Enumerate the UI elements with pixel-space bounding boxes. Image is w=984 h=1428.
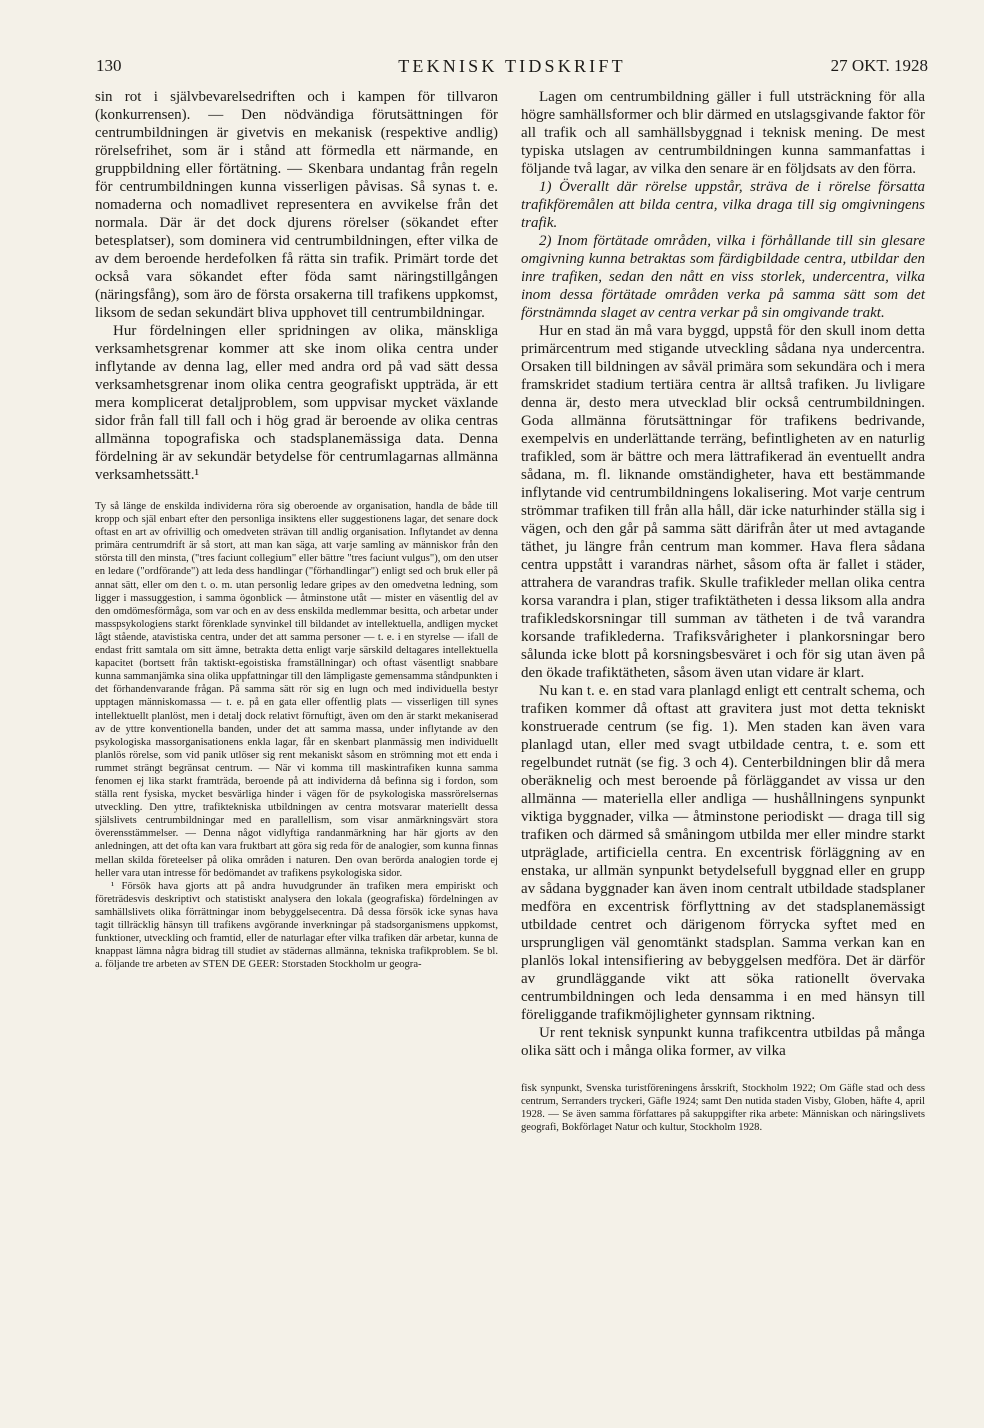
right-body-text xyxy=(521,88,925,1060)
law-1: 1) Överallt där rörelse uppstår, sträva de i rörelse försatta trafikföremålen att bilda centra, vilka draga till sig omgivningens trafik. xyxy=(521,179,925,231)
footnote-continuation xyxy=(521,1082,925,1134)
footnotes xyxy=(95,500,498,971)
issue-date: 27 OKT. 1928 xyxy=(830,56,928,75)
paragraph: Ur rent teknisk synpunkt kunna trafikcentra utbildas på många olika sätt och i många olika former, av vilka xyxy=(521,1025,925,1059)
paragraph: sin rot i självbevarelsedriften och i kampen för tillvaron (konkurrensen). — Den nödvändiga förutsättningen för centrumbildningen är givetvis en mekanisk (respektive andlig) rörelsefrihet, som är i stånd att förmedla ett närmande, en gruppbildning eller förtätning. — Skenbara undantag från regeln för centrumbildningen kunna visserligen påvisas. Så synas t. e. nomaderna och nomadlivet representera en avvikelse från det normala. Där är det dock djurens rörelser (sökandet efter betesplatser), som dominera vid centrumbildningen, efter vilka de av dem beroende herdefolken få rätta sin trafik. Primärt torde det också vara sökandet efter föda samt näringstillgången (näringsfång), som äro de första orsakerna till trafikens uppkomst, liksom de sedan sekundärt bliva upphovet till centrumbildningar. xyxy=(95,89,498,321)
footnote-continued: fisk synpunkt, Svenska turistföreningens årsskrift, Stockholm 1922; Om Gäfle stad och dess centrum, Serranders tryckeri, Gäfle 1924; samt Den nutida staden Visby, Globen, häfte 4, april 1928. — Se även samma författares på sakuppgifter rika arbete: Människan och näringslivets geografi, Bokförlaget Natur och kultur, Stockholm 1928. xyxy=(521,1083,925,1134)
footnote-1: Ty så länge de enskilda individerna röra sig oberoende av organisation, handla de både till kropp och själ enbart efter den personliga insiktens eller suggestionens lagar, det senare dock oftast en art av ofrivillig och omedveten strävan till andlig organisation. Inflytandet av denna primära centrumdrift är så stort, att man kan säga, att varje samling av människor från den största till den minsta, ("tres faciunt collegium" eller bättre "tres faciunt vulgus"), om den utser en ledare ("ordförande") att leda dess handlingar ("förhandlingar") enligt sed och bruk eller på annat sätt, eller om den t. o. m. utan personlig ledare gripes av den omedvetna ledning, som ligger i massuggestion, i samma ögonblick — åtminstone utåt — mister en väsentlig del av den omdömesförmåga, som var och en av dess enskilda medlemmar besitta, och arbetar under masspsykologiens starkt förenklade synvinkel till bildandet av intellektuella, andligen mycket lågt stående, atavistiska centra, under det att samma personer — t. e. i en styrelse — ifall de endast fritt samtala om sitt ämne, betrakta detta enligt varje särskild deltagares intellektuella kapacitet (bortsett från taktiskt-egoistiska framställningar) och oftast väsentligt snabbare kunna sammanjämka sina olika uppfattningar till den lämpligaste gemensamma ståndpunkten i det förhandenvarande frågan. På samma sätt rör sig en lugn och med individuella bestyr upptagen människomassa — t. e. på en gata eller offentlig plats — visserligen till synes intellektuellt planlöst, men i detalj dock relativt förnuftigt, även om den är starkt mekaniserad av de yttre konventionella banden, under det att samma massa, under inflytande av den psykologiska massorganisationens enkla lagar, får en skenbart planmässig men individuellt planlös rörelse, som vid panik utlöser sig rent mekaniskt såsom en strömning mot ett enda i rummet strängt begränsat centrum. — När vi komma till maskintrafiken kunna samma fenomen ej lika starkt framträda, beroende på att individerna då befinna sig i fordon, som ställa rent fysiska, mycket besvärliga hinder i vägen för de psykologiska massrörelsernas utveckling. Den yttre, trafiktekniska utbildningen av centra motsvarar materiellt dessa själslivets centrumbildningar med en parallellism, som visar anmärkningsvärt stora överensstämmelser. — Denna något vidlyftiga randanmärkning har här gjorts av den anledningen, att det ofta kan vara fruktbart att göra sig reda för de analogier, som kunna finnas mellan skilda företeelser på olika områden i naturen. Den ovan berörda analogien torde ej heller vara utan intresse för bedömandet av trafikens psykologiska sidor. xyxy=(95,501,498,879)
left-column xyxy=(95,88,498,971)
left-body-text xyxy=(95,88,498,484)
footnote-2: ¹ Försök hava gjorts att på andra huvudgrunder än trafiken mera empiriskt och företrädesvis deskriptivt och statistiskt analysera den lokala (geografiska) fördelningen av samhällslivets olika förrättningar inom bebyggelsecentra. Då dessa försök icke synas hava tagit tillräcklig hänsyn till trafikens avgörande inverkningar på stadsorganismens uppkomst, funktioner, utveckling och framtid, eller de naturlagar efter vilka trafiken där arbetar, kunna de knappast lämna några bidrag till studiet av städernas allmänna, tekniska trafikproblem. Se bl. a. följande tre arbeten av STEN DE GEER: Storstaden Stockholm ur geogra- xyxy=(95,880,498,971)
paragraph: Hur fördelningen eller spridningen av olika, mänskliga verksamhetsgrenar kommer att ske inom olika centra under inflytande av denna lag, eller med andra ord på vad sätt dessa verksamhetsgrenar inom olika centra geografiskt uppträda, är ett mera komplicerat detaljproblem, som uppvisar mycket växlande sidor från fall till fall och i hög grad är beroende av olika centras allmänna topografiska och stadsplanemässiga data. Denna fördelning är av sekundär betydelse för centrumlagarnas allmänna verksamhetssätt.¹ xyxy=(95,323,498,483)
law-2: 2) Inom förtätade områden, vilka i förhållande till sin glesare omgivning kunna betraktas som färdigbildade centra, utbildar den inre trafiken, sedan den nått en viss storlek, undercentra, vilka inom dessa förtätade områden verka på samma sätt som det förstnämnda slaget av centra verkar på sin omgivande trakt. xyxy=(521,233,925,321)
paragraph: Nu kan t. e. en stad vara planlagd enligt ett centralt schema, och trafiken kommer då oftast att gravitera just mot detta tekniskt konstruerade centrum (se fig. 1). Men staden kan även vara planlagd utan, eller med svagt utbildade centra, t. e. som ett regelbundet rutnät (se fig. 3 och 4). Centerbildningen blir då mera oberäknelig och mest beroende på förläggandet av vissa ur den allmänna — materiella eller andliga — hushållningens synpunkt viktiga byggnader, vilka — åtminstone periodiskt — draga till sig trafiken och därmed så småningom utbilda mer eller mindre starkt utpräglade, artificiella centra. En excentrisk förläggning av en enstaka, ur allmän synpunkt betydelsefull byggnad eller en grupp av sådana byggnader kan även inom centralt utbildade stadsplaner medföra en excentrisk förflyttning av det stadsplanemässigt utbildade centret och därigenom förrycka syftet med en ursprungligen väl genomtänkt stadsplan. Samma verkan kan en planlös lokal intensifiering av bebyggelsen medföra. Det är därför av grundläggande vikt att söka rationellt övervaka centrumbildningen och leda densamma i en med hänsyn till föreliggande trafikmöjligheter gynnsam riktning. xyxy=(521,683,925,1023)
journal-title: TEKNISK TIDSKRIFT xyxy=(398,56,626,76)
paragraph: Lagen om centrumbildning gäller i full utsträckning för alla högre samhällsformer och blir därmed en utslagsgivande faktor för all trafik och all samhällsbyggnad i teknisk mening. De mest typiska utslagen av centrumbildningen kunna sammanfattas i följande två lagar, av vilka den senare är en följdsats av den förra. xyxy=(521,89,925,177)
page-number: 130 xyxy=(96,56,122,75)
paragraph: Hur en stad än må vara byggd, uppstå för den skull inom detta primärcentrum med stigande utveckling sådana nya undercentra. Orsaken till bildningen av såväl primära som sekundära och i mera framskridet stadium tertiära centra är alltså trafiken. Ju livligare denna är, desto mera utvecklad blir också centrumbildningen. Goda allmänna förutsättningar för trafikens bedrivande, exempelvis en underlättande terräng, befintligheten av en naturlig trafikled, som är bättre och mera lättrafikerad än eventuellt andra sådana, m. fl. liknande omständigheter, hava ett bestämmande inflytande vid centrumbildningens lokalisering. Mot varje centrum strömmar trafiken till från alla håll, där icke naturhinder ställa sig i vägen, och den går på samma sätt därifrån åter ut med avtagande täthet, ju längre från centrum man kommer. Hava flera sådana centra uppstått i varandras närhet, såsom ofta är fallet i städer, attrahera de varandras trafik. Skulle trafikleder mellan olika centra korsa varandra i plan, stiger trafiktätheten i dessa liksom alla andra trafikledskorsningar till summan av tätheten i de två varandra korsande trafiklederna. Trafiksvårigheter i plankorsningar bero sålunda icke blott på korsningsbesväret i och för sig utan även på den ökade trafiktätheten, såsom även utan vidare är klart. xyxy=(521,323,925,681)
right-column xyxy=(521,88,925,1134)
page-header xyxy=(96,56,928,80)
